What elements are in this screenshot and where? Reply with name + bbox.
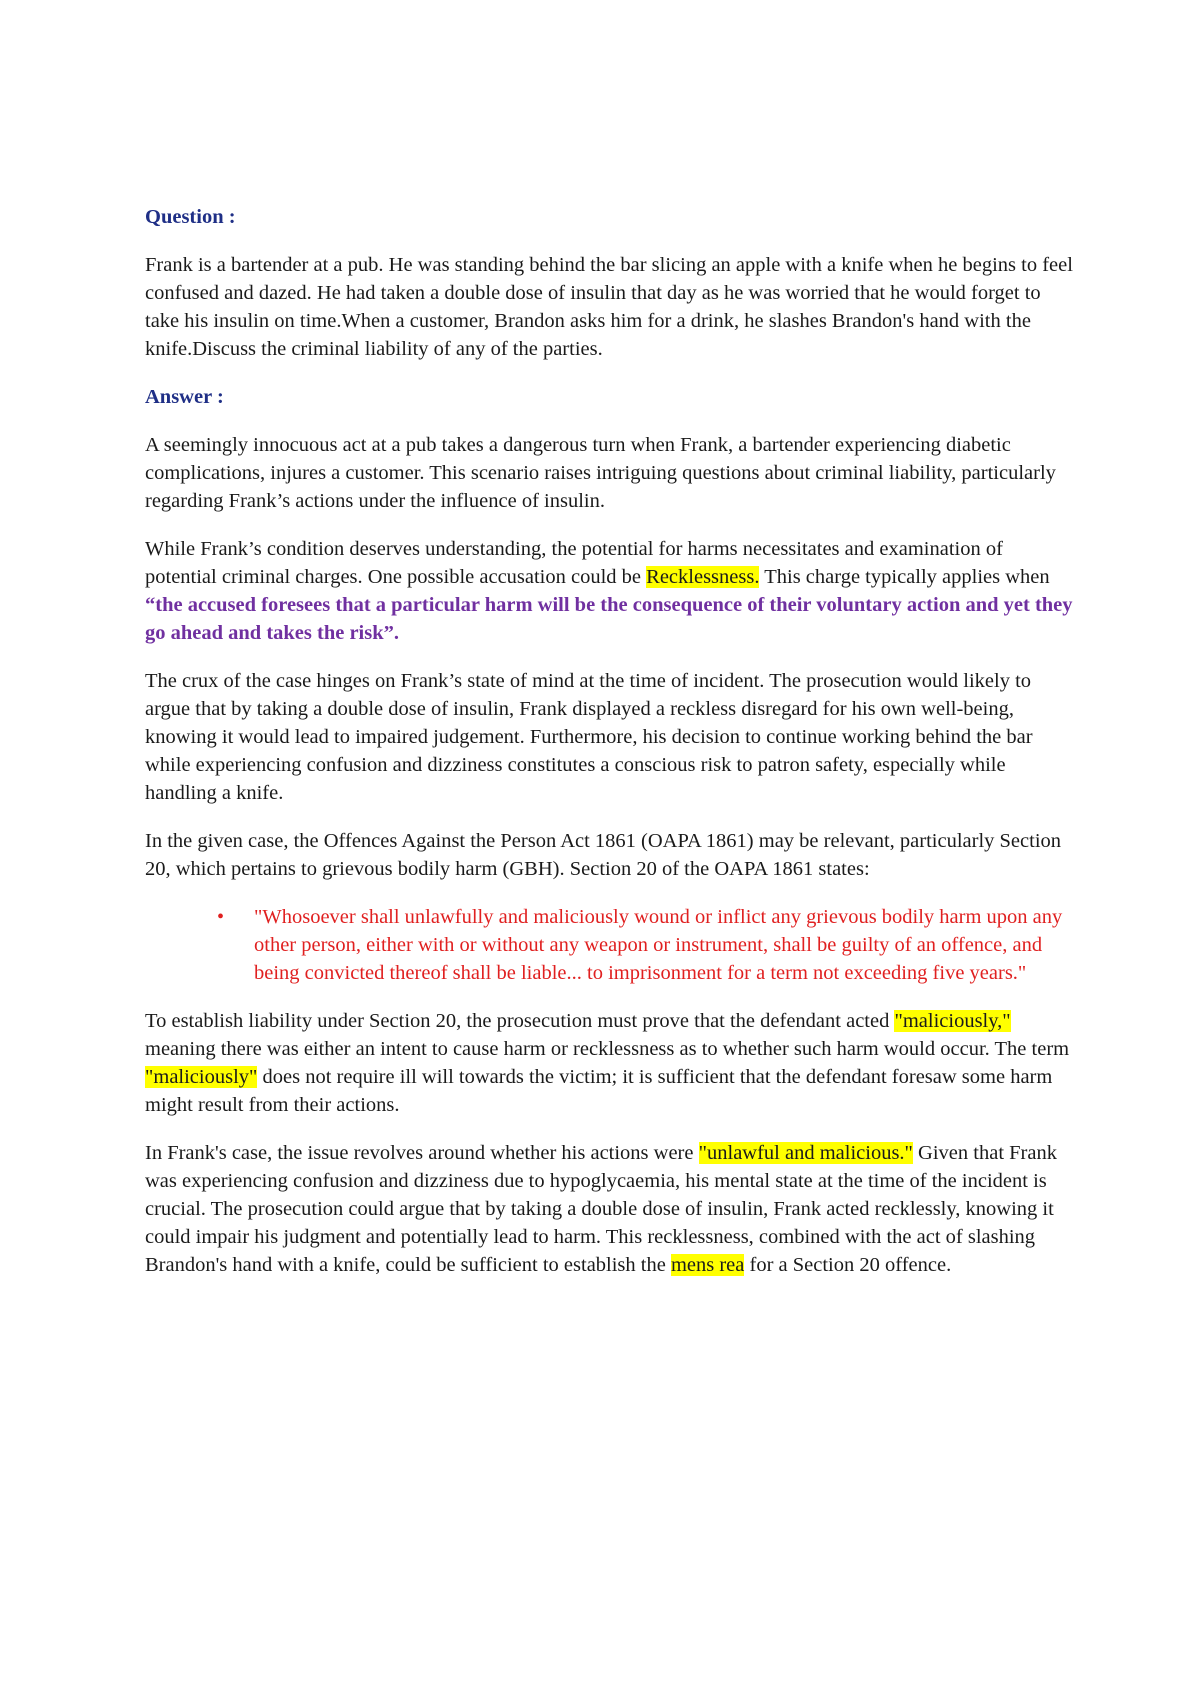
maliciously-highlight-2: "maliciously" <box>145 1066 258 1088</box>
maliciously-highlight-1: "maliciously," <box>894 1010 1011 1032</box>
p5-text-a: To establish liability under Section 20, the prosecution must prove that the defendant acted <box>145 1010 895 1032</box>
p6-text-a: In Frank's case, the issue revolves around whether his actions were <box>145 1142 699 1164</box>
p5-text-b: meaning there was either an intent to cause harm or recklessness as to whether such harm would occur. The term <box>145 1038 1070 1060</box>
document-page <box>145 203 1075 1299</box>
section-20-quote-text: "Whosoever shall unlawfully and maliciously wound or inflict any grievous bodily harm upon any other person, either with or without any weapon or instrument, shall be guilty of an offence, and being convicted thereof shall be liable... to imprisonment for a term not exceeding five years." <box>254 906 1063 984</box>
p2-text-a: While Frank’s condition deserves understanding, the potential for harms necessitates and examination of potential criminal charges. One possible accusation could be <box>145 538 1003 588</box>
answer-paragraph-3: The crux of the case hinges on Frank’s state of mind at the time of incident. The prosecution would likely to argue that by taking a double dose of insulin, Frank displayed a reckless disregard for his own well-being, knowing it would lead to impaired judgement. Furthermore, his decision to continue working behind the bar while experiencing confusion and dizziness constitutes a conscious risk to patron safety, especially while handling a knife. <box>145 670 1033 804</box>
question-text: Frank is a bartender at a pub. He was standing behind the bar slicing an apple with a knife when he begins to feel confused and dazed. He had taken a double dose of insulin that day as he was worried that he would forget to take his insulin on time.When a customer, Brandon asks him for a drink, he slashes Brandon's hand with the knife.Discuss the criminal liability of any of the parties. <box>145 254 1073 360</box>
answer-paragraph-4: In the given case, the Offences Against the Person Act 1861 (OAPA 1861) may be relevant, particularly Section 20, which pertains to grievous bodily harm (GBH). Section 20 of the OAPA 1861 states: <box>145 830 1062 880</box>
bullet-icon: • <box>217 906 225 928</box>
recklessness-definition: “the accused foresees that a particular harm will be the consequence of their voluntary action and yet they go ahead and takes the risk”. <box>145 594 1073 644</box>
answer-paragraph-2 <box>145 535 1075 647</box>
mens-rea-highlight: mens rea <box>670 1254 745 1276</box>
p2-text-b: This charge typically applies when <box>759 566 1050 588</box>
answer-paragraph-6 <box>145 1139 1075 1279</box>
section-20-quote <box>145 903 1075 987</box>
answer-paragraph-1: A seemingly innocuous act at a pub takes a dangerous turn when Frank, a bartender experiencing diabetic complications, injures a customer. This scenario raises intriguing questions about criminal liability, particularly regarding Frank’s actions under the influence of insulin. <box>145 434 1056 512</box>
p6-text-c: for a Section 20 offence. <box>744 1254 952 1276</box>
p5-text-c: does not require ill will towards the victim; it is sufficient that the defendant foresaw some harm might result from their actions. <box>145 1066 1053 1116</box>
answer-heading: Answer : <box>145 386 224 408</box>
unlawful-malicious-highlight: "unlawful and malicious." <box>698 1142 913 1164</box>
question-heading: Question : <box>145 206 236 228</box>
p6-text-b: Given that Frank was experiencing confusion and dizziness due to hypoglycaemia, his mental state at the time of the incident is crucial. The prosecution could argue that by taking a double dose of insulin, Frank acted recklessly, knowing it could impair his judgment and potentially lead to harm. This recklessness, combined with the act of slashing Brandon's hand with a knife, could be sufficient to establish the <box>145 1142 1057 1276</box>
recklessness-highlight: Recklessness. <box>646 566 760 588</box>
answer-paragraph-5 <box>145 1007 1075 1119</box>
